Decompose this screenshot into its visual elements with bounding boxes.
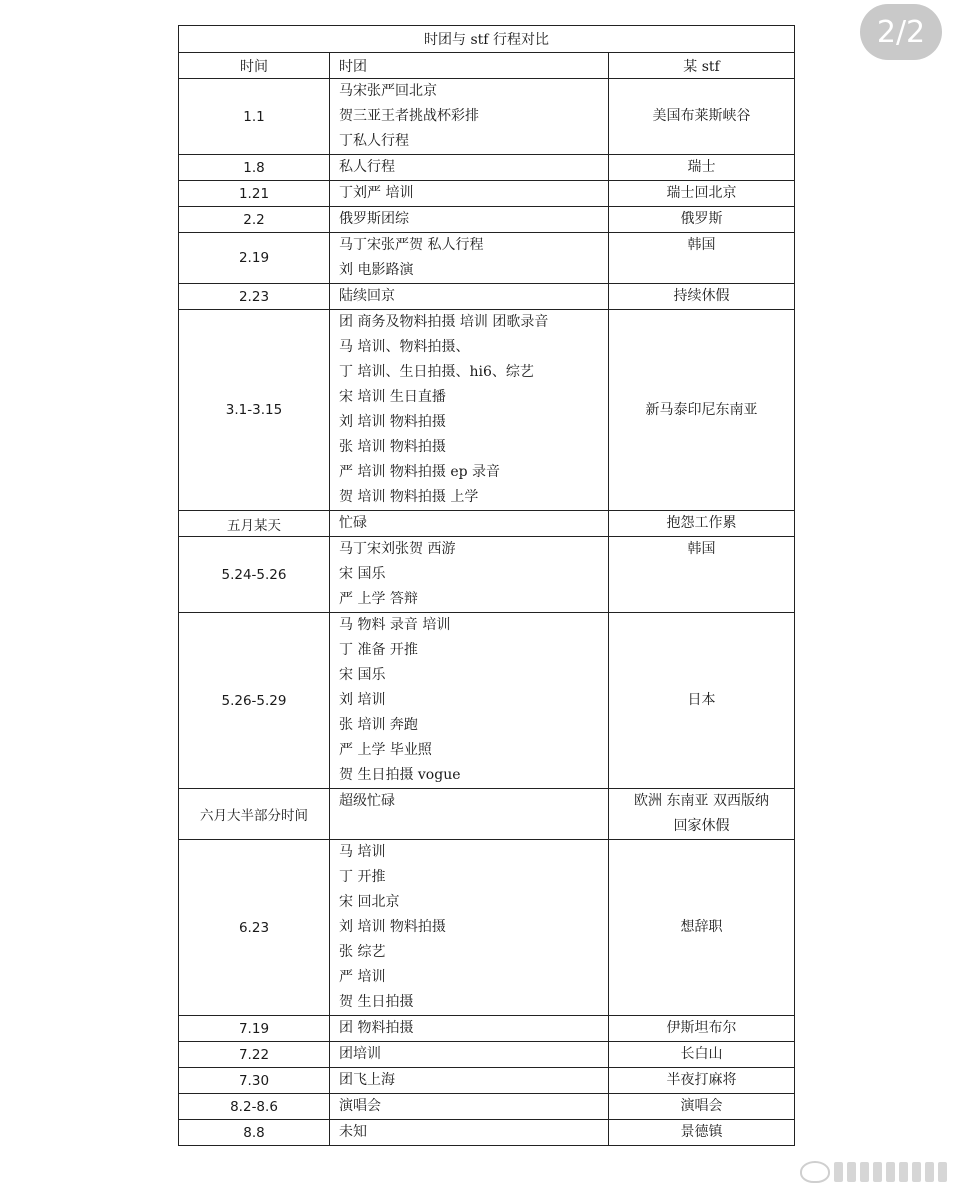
group-schedule-line: 丁刘严 培训 (339, 185, 414, 201)
cell-staff-schedule (609, 310, 795, 511)
cell-time: 2.2 (179, 207, 330, 233)
cell-time: 1.21 (179, 181, 330, 207)
cell-group-schedule (330, 1094, 609, 1120)
group-schedule-line: 张 培训 奔跑 (339, 717, 418, 733)
table-row (179, 1120, 795, 1146)
cell-time: 7.30 (179, 1068, 330, 1094)
column-header-group: 时团 (330, 53, 609, 79)
weibo-logo-icon (800, 1161, 830, 1183)
staff-schedule-line: 半夜打麻将 (666, 1072, 737, 1088)
table-row (179, 511, 795, 537)
cell-time: 2.23 (179, 284, 330, 310)
cell-staff-schedule (609, 155, 795, 181)
group-schedule-line: 丁 准备 开推 (339, 642, 418, 658)
table-row (179, 1042, 795, 1068)
watermark-glyph (847, 1162, 856, 1182)
group-schedule-line: 刘 培训 (339, 692, 386, 708)
cell-staff-schedule (609, 181, 795, 207)
staff-schedule-line: 演唱会 (680, 1098, 723, 1114)
watermark-glyph (899, 1162, 908, 1182)
table-row (179, 155, 795, 181)
cell-time: 1.8 (179, 155, 330, 181)
table-row (179, 310, 795, 511)
group-schedule-line: 马 培训 (339, 844, 386, 860)
group-schedule-line: 超级忙碌 (339, 793, 395, 809)
cell-staff-schedule (609, 537, 795, 613)
cell-group-schedule (330, 789, 609, 840)
cell-staff-schedule (609, 789, 795, 840)
watermark-glyph (873, 1162, 882, 1182)
staff-schedule-line: 想辞职 (680, 919, 723, 935)
table-row (179, 233, 795, 284)
cell-group-schedule (330, 613, 609, 789)
cell-group-schedule (330, 79, 609, 155)
group-schedule-line: 俄罗斯团综 (339, 211, 409, 227)
cell-staff-schedule (609, 840, 795, 1016)
table-row (179, 79, 795, 155)
table-row (179, 181, 795, 207)
group-schedule-line: 宋 回北京 (339, 894, 400, 910)
group-schedule-line: 丁 开推 (339, 869, 386, 885)
cell-group-schedule (330, 284, 609, 310)
staff-schedule-line: 日本 (687, 692, 716, 708)
group-schedule-line: 丁 培训、生日拍摄、hi6、综艺 (339, 364, 534, 380)
group-schedule-line: 贺 培训 物料拍摄 上学 (339, 489, 479, 505)
cell-group-schedule (330, 511, 609, 537)
cell-time: 6.23 (179, 840, 330, 1016)
group-schedule-line: 马宋张严回北京 (339, 83, 437, 99)
watermark-glyph (912, 1162, 921, 1182)
page-indicator-badge: 2/2 (860, 4, 942, 60)
staff-schedule-line: 景德镇 (680, 1124, 723, 1140)
table-row (179, 840, 795, 1016)
group-schedule-line: 马 物料 录音 培训 (339, 617, 451, 633)
cell-staff-schedule (609, 1016, 795, 1042)
watermark-glyph (886, 1162, 895, 1182)
staff-schedule-line: 俄罗斯 (680, 211, 723, 227)
group-schedule-line: 陆续回京 (339, 288, 395, 304)
cell-group-schedule (330, 537, 609, 613)
group-schedule-line: 马 培训、物料拍摄、 (339, 339, 470, 355)
staff-schedule-line: 持续休假 (673, 288, 730, 304)
watermark-glyph (834, 1162, 843, 1182)
staff-schedule-line: 新马泰印尼东南亚 (645, 401, 758, 418)
group-schedule-line: 刘 培训 物料拍摄 (339, 414, 446, 430)
table-row (179, 537, 795, 613)
staff-schedule-line: 韩国 (687, 237, 716, 253)
table-body (179, 79, 795, 1146)
table-row (179, 789, 795, 840)
table-row (179, 1016, 795, 1042)
staff-schedule-line: 瑞士回北京 (666, 185, 737, 201)
watermark-glyph (925, 1162, 934, 1182)
staff-schedule-line: 回家休假 (673, 818, 730, 834)
schedule-comparison-table (178, 25, 795, 1146)
cell-group-schedule (330, 310, 609, 511)
cell-staff-schedule (609, 1094, 795, 1120)
cell-time: 六月大半部分时间 (179, 789, 330, 840)
staff-schedule-line: 抱怨工作累 (666, 515, 737, 531)
group-schedule-line: 马丁宋张严贺 私人行程 (339, 237, 484, 253)
table-row (179, 1068, 795, 1094)
group-schedule-line: 马丁宋刘张贺 西游 (339, 541, 456, 557)
cell-group-schedule (330, 840, 609, 1016)
cell-staff-schedule (609, 1120, 795, 1146)
table-title: 时团与 stf 行程对比 (179, 26, 795, 53)
watermark-glyph (938, 1162, 947, 1182)
cell-time: 五月某天 (179, 511, 330, 537)
cell-group-schedule (330, 155, 609, 181)
cell-staff-schedule (609, 1068, 795, 1094)
cell-staff-schedule (609, 284, 795, 310)
cell-staff-schedule (609, 207, 795, 233)
cell-group-schedule (330, 207, 609, 233)
group-schedule-line: 团 商务及物料拍摄 培训 团歌录音 (339, 314, 549, 330)
cell-time: 2.19 (179, 233, 330, 284)
staff-schedule-line: 伊斯坦布尔 (666, 1020, 737, 1036)
group-schedule-line: 刘 电影路演 (339, 262, 414, 278)
cell-staff-schedule (609, 511, 795, 537)
cell-staff-schedule (609, 1042, 795, 1068)
group-schedule-line: 宋 国乐 (339, 667, 386, 683)
group-schedule-line: 团飞上海 (339, 1072, 395, 1088)
staff-schedule-line: 瑞士 (687, 159, 716, 175)
weibo-watermark (800, 1158, 960, 1186)
cell-time: 8.8 (179, 1120, 330, 1146)
group-schedule-line: 丁私人行程 (339, 133, 409, 149)
group-schedule-line: 忙碌 (339, 515, 367, 531)
table-row (179, 1094, 795, 1120)
cell-group-schedule (330, 1016, 609, 1042)
group-schedule-line: 严 培训 物料拍摄 ep 录音 (339, 464, 501, 480)
cell-time: 5.24-5.26 (179, 537, 330, 613)
table-row (179, 284, 795, 310)
cell-time: 5.26-5.29 (179, 613, 330, 789)
table-row (179, 207, 795, 233)
group-schedule-line: 贺 生日拍摄 (339, 994, 414, 1010)
cell-group-schedule (330, 233, 609, 284)
staff-schedule-line: 长白山 (680, 1046, 723, 1062)
watermark-glyph (860, 1162, 869, 1182)
group-schedule-line: 张 培训 物料拍摄 (339, 439, 446, 455)
cell-staff-schedule (609, 613, 795, 789)
group-schedule-line: 严 上学 答辩 (339, 591, 418, 607)
cell-time: 1.1 (179, 79, 330, 155)
cell-time: 3.1-3.15 (179, 310, 330, 511)
cell-staff-schedule (609, 79, 795, 155)
group-schedule-line: 宋 培训 生日直播 (339, 389, 446, 405)
group-schedule-line: 贺三亚王者挑战杯彩排 (339, 108, 479, 124)
cell-time: 8.2-8.6 (179, 1094, 330, 1120)
group-schedule-line: 团培训 (339, 1046, 381, 1062)
cell-group-schedule (330, 181, 609, 207)
table-row (179, 613, 795, 789)
cell-group-schedule (330, 1068, 609, 1094)
table-header-row (179, 53, 795, 79)
group-schedule-line: 演唱会 (339, 1098, 381, 1114)
staff-schedule-line: 韩国 (687, 541, 716, 557)
group-schedule-line: 未知 (339, 1124, 367, 1140)
group-schedule-line: 团 物料拍摄 (339, 1020, 414, 1036)
column-header-staff: 某 stf (609, 53, 795, 79)
staff-schedule-line: 美国布莱斯峡谷 (652, 108, 751, 124)
cell-time: 7.19 (179, 1016, 330, 1042)
group-schedule-line: 严 上学 毕业照 (339, 742, 432, 758)
group-schedule-line: 贺 生日拍摄 vogue (339, 767, 461, 783)
cell-staff-schedule (609, 233, 795, 284)
staff-schedule-line: 欧洲 东南亚 双西版纳 (634, 793, 769, 809)
column-header-time: 时间 (179, 53, 330, 79)
group-schedule-line: 私人行程 (339, 159, 395, 175)
cell-group-schedule (330, 1120, 609, 1146)
cell-group-schedule (330, 1042, 609, 1068)
cell-time: 7.22 (179, 1042, 330, 1068)
group-schedule-line: 张 综艺 (339, 944, 386, 960)
table-title-row (179, 26, 795, 53)
group-schedule-line: 刘 培训 物料拍摄 (339, 919, 446, 935)
group-schedule-line: 严 培训 (339, 969, 386, 985)
group-schedule-line: 宋 国乐 (339, 566, 386, 582)
